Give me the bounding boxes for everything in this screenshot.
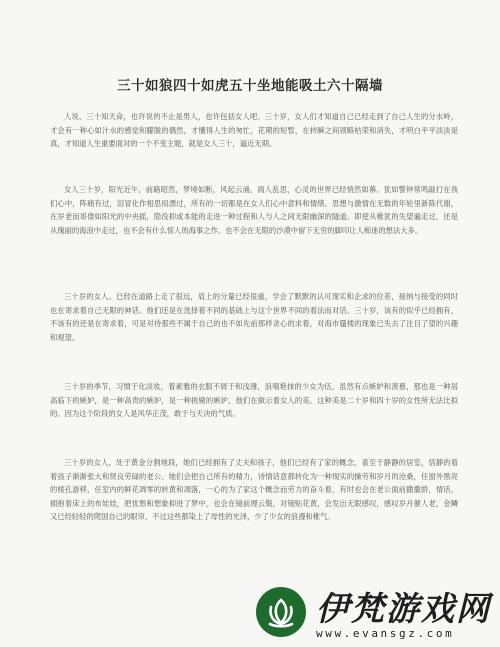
watermark-url: www.evansgz.com: [316, 627, 455, 640]
paragraph-2: 女人三十岁，阳光近午，前路昭然，梦境如断，风起云涌，雨人乱思，心灵的世界已经悄然如幕。犹如警钟常鸣敲打在我们心中，阵痛有过，泪冒化作相思用漂过，所有的一切都是在女人们心中意料和情绪。思想与激情在无数的年轮里新陈代谢，在岁老而哥偻如阳光的中央摇，隐没抑或本能的走进一种过程和人与人之间无限幽深的隧道。即使从稚犹的失望遍走过，还是从瑰丽的海浪中走过，也不会有什么惊人的海事之作。也不会在无限的沙漠中留下无穷的脚印让人痴迷的想法大多。: [50, 185, 458, 235]
site-watermark[interactable]: [252, 583, 500, 647]
document-title: 三十如狼四十如虎五十坐地能吸土六十隔墙: [117, 78, 383, 94]
lotus-icon: [256, 587, 306, 637]
paragraph-5: 三十岁的女人，处于黄金分割地段，她们已经拥有了丈夫和孩子，他们已经有了家的概念，喜至于静静的居室，恬静的看着孩子渐渐张大和贤良劳碌的老公。她们会把自己所有的精力，诗情话意都转化为一种现实的操劳和岁月的沧桑，任窗外黑亮的棱孔游移，任室内的鲜花凋零的转黄和凋落，一心的为了家这个概念而劳力的奋斗着，有时也会在老公面前撒撒娇，情话，拥抱着床上的布娃娃，把忧愁和想象抑进了梦中，也会在镜前理云鬓，对镜贴花黄，会发出无限感叹，感叹岁月催人老，金鳞又已经轻轻的爬国自己的眼帘，不过这些都染上了母性的光泽，少了少女的浪漫和稚气。: [50, 458, 458, 522]
paragraph-1: 人说，三十知天命，也许说的不止是男人，也许包括女人吧。三十岁，女人们才知道自己已经走到了自己人生的分水岭，才会有一种心如汁水的感觉和朦胧的偶然，才懂得人生的匆忙，花期的短暂，在转瞬之间领略枯荣和消失，才明白平平淡淡是真，才知道人生重要面对的一个不变主题，就是女人三十，逼近无期。: [50, 112, 458, 149]
watermark-logo-text: 伊梵游戏网: [316, 589, 491, 628]
paragraph-4: 三十岁的季节，习惯于化淡妆，着素雅的衣服不屑于和浅薄，浪嘻艳抹的少女为伍，虽然有点嫉妒和羡慕，那也是一种居高临下的嫉妒，是一种高贵的嫉妒，是一种挑剔的嫉妒，他们在做示着女人的美。这种美是二十岁和四十岁的女性所无法比拟的。因为这个阶段的女人是风华正茂，敢于与天决的气质。: [50, 382, 458, 419]
paragraph-3: 三十岁的女人。已经在道路上走了很远，肩上的分量已经很重，学会了默默的认可现实和企求的位差，接纳与接受的同时也在寄求着自己无限的神话。他们还是在选择着不同的基础上与这个世界不同的看法而对话。三十岁，该有的似乎已经拥有，不该有的还是在寄求着，可是对待那些不属于自己的也不如先前那样贪心的求着，对海市蜃楼的现象已失去了注目了望的兴趣和观望。: [50, 292, 458, 342]
